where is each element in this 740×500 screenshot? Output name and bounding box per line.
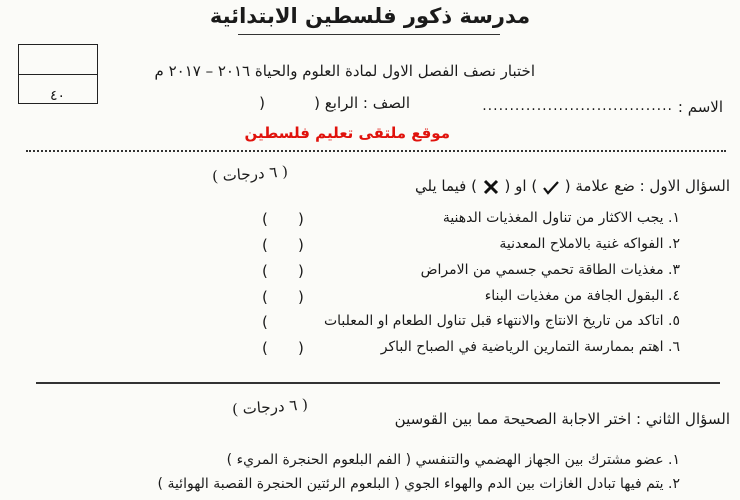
q1-item-1-answer-close[interactable]: ) xyxy=(298,210,304,228)
q1-item-5: ٥. اتاكد من تاريخ الانتاج والانتهاء قبل تناول الطعام او المعلبات xyxy=(323,313,680,329)
q1-item-1-answer-open[interactable]: ( xyxy=(262,210,268,228)
exam-title: اختبار نصف الفصل الاول لمادة العلوم والحياة ٢٠١٦ – ٢٠١٧ م xyxy=(154,62,535,80)
class-close-paren: ) xyxy=(259,94,265,112)
site-label: موقع ملتقى تعليم فلسطين xyxy=(244,124,450,142)
q1-item-3: ٣. مغذيات الطاقة تحمي جسمي من الامراض xyxy=(420,262,680,278)
q1-item-2: ٢. الفواكه غنية بالاملاح المعدنية xyxy=(499,236,680,252)
score-box-divider xyxy=(19,74,97,75)
q2-title: السؤال الثاني : اختر الاجابة الصحيحة مما بين القوسين xyxy=(394,410,730,428)
q1-item-4-answer-open[interactable]: ( xyxy=(262,288,268,306)
q1-item-5-answer-open[interactable]: ( xyxy=(262,313,268,331)
q1-marks: ( ٦ درجات ) xyxy=(211,162,289,186)
q1-item-2-answer-close[interactable]: ) xyxy=(298,236,304,254)
q2-item-1: ١. عضو مشترك بين الجهاز الهضمي والتنفسي ( الفم البلعوم الحنجرة المريء ) xyxy=(226,452,680,468)
q1-item-3-answer-close[interactable]: ) xyxy=(298,262,304,280)
school-name-underline xyxy=(238,34,500,35)
q2-item-2: ٢. يتم فيها تبادل الغازات بين الدم والهواء الجوي ( البلعوم الرئتين الحنجرة القصبة الهوائية ) xyxy=(157,476,680,492)
name-field[interactable]: ................................... xyxy=(482,98,673,114)
cross-icon xyxy=(482,179,500,195)
q1-item-1: ١. يجب الاكثار من تناول المغذيات الدهنية xyxy=(442,210,680,226)
q1-title-end: ) فيما يلي xyxy=(414,177,477,195)
q1-item-4: ٤. البقول الجافة من مغذيات البناء xyxy=(484,288,680,304)
section-divider xyxy=(36,382,720,384)
q1-title-mid: ) او ( xyxy=(504,177,538,195)
q1-item-4-answer-close[interactable]: ) xyxy=(298,288,304,306)
total-score: ٤٠ xyxy=(50,88,66,104)
q1-item-6-answer-open[interactable]: ( xyxy=(262,339,268,357)
section-divider-dotted xyxy=(26,150,726,152)
class-label: الصف : الرابع ( xyxy=(314,94,410,112)
q2-marks: ( ٦ درجات ) xyxy=(231,395,309,419)
school-name: مدرسة ذكور فلسطين الابتدائية xyxy=(209,4,531,28)
q1-title xyxy=(415,177,730,195)
checkmark-icon xyxy=(542,179,560,195)
q1-item-2-answer-open[interactable]: ( xyxy=(262,236,268,254)
q1-item-3-answer-open[interactable]: ( xyxy=(262,262,268,280)
q1-item-6-answer-close[interactable]: ) xyxy=(298,339,304,357)
q1-title-start: السؤال الاول : ضع علامة ( xyxy=(564,177,730,195)
q1-item-6: ٦. اهتم بممارسة التمارين الرياضية في الصباح الباكر xyxy=(380,339,680,355)
name-label: الاسم : xyxy=(677,98,723,116)
